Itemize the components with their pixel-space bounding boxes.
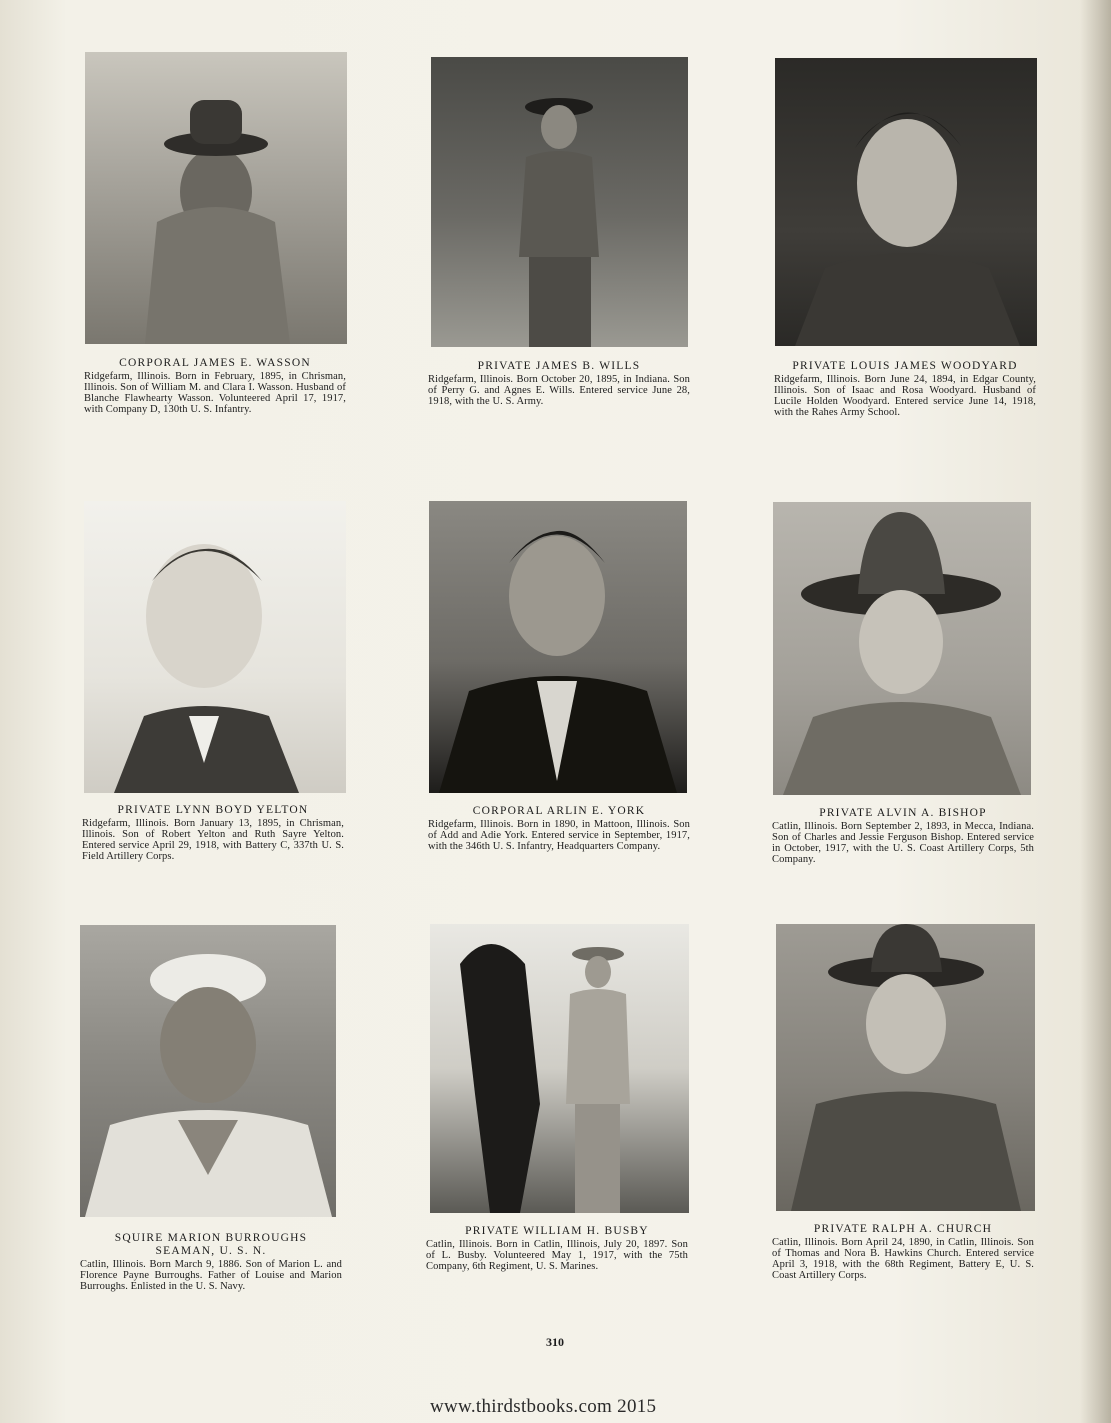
watermark-text: www.thirdstbooks.com 2015 [430, 1396, 657, 1417]
soldier-name: PRIVATE RALPH A. CHURCH [813, 1223, 993, 1235]
soldier-name: PRIVATE JAMES B. WILLS [477, 360, 641, 372]
caption-wasson [84, 358, 346, 415]
portrait-photo-busby [430, 924, 689, 1213]
caption-burroughs [80, 1233, 342, 1292]
caption-bishop [772, 808, 1034, 865]
soldier-name: SQUIRE MARION BURROUGHS [114, 1232, 308, 1244]
caption-woodyard [774, 361, 1036, 418]
soldier-name: CORPORAL JAMES E. WASSON [119, 357, 311, 369]
page-number: 310 [546, 1335, 564, 1349]
soldier-name: PRIVATE LYNN BOYD YELTON [117, 804, 309, 816]
caption-church [772, 1224, 1034, 1281]
caption-busby [426, 1226, 688, 1272]
soldier-bio: Catlin, Illinois. Born March 9, 1886. Son of Marion L. and Florence Payne Burroughs. Father of Louise and Marion Burroughs. Enlisted in the U. S. Navy. [80, 1259, 342, 1292]
soldier-name: CORPORAL ARLIN E. YORK [472, 805, 646, 817]
portrait-photo-wills [431, 57, 688, 347]
portrait-photo-bishop [773, 502, 1031, 795]
soldier-name: PRIVATE WILLIAM H. BUSBY [465, 1225, 649, 1237]
caption-yelton [82, 805, 344, 862]
soldier-bio: Ridgefarm, Illinois. Born in 1890, in Mattoon, Illinois. Son of Add and Adie York. Entered service in September, 1917, with the 346th U. S. Infantry, Headquarters Company. [428, 819, 690, 852]
page-gutter-shadow [1080, 0, 1111, 1423]
soldier-rank-line: SEAMAN, U. S. N. [155, 1245, 267, 1257]
soldier-bio: Ridgefarm, Illinois. Born January 13, 1895, in Chrisman, Illinois. Son of Robert Yelton and Ruth Sayre Yelton. Entered service April 29, 1918, with Battery C, 337th U. S. Field Artillery Corps. [82, 818, 344, 862]
soldier-bio: Catlin, Illinois. Born September 2, 1893, in Mecca, Indiana. Son of Charles and Jessie Ferguson Bishop. Entered service in October, 1917, with the U. S. Coast Artillery Corps, 5th Company. [772, 821, 1034, 865]
soldier-name: PRIVATE ALVIN A. BISHOP [819, 807, 987, 819]
soldier-name: PRIVATE LOUIS JAMES WOODYARD [792, 360, 1018, 372]
portrait-photo-church [776, 924, 1035, 1211]
soldier-bio: Ridgefarm, Illinois. Born in February, 1895, in Chrisman, Illinois. Son of William M. and Clara I. Wasson. Husband of Blanche Flawhearty Wasson. Volunteered April 17, 1917, with Company D, 130th U. S. Infantry. [84, 371, 346, 415]
caption-york [428, 806, 690, 852]
portrait-photo-york [429, 501, 687, 793]
soldier-bio: Catlin, Illinois. Born April 24, 1890, in Catlin, Illinois. Son of Thomas and Nora B. Hawkins Church. Entered service April 3, 1918, with the 68th Regiment, Battery E, U. S. Coast Artillery Corps. [772, 1237, 1034, 1281]
portrait-photo-wasson [85, 52, 347, 344]
portrait-photo-yelton [84, 501, 346, 793]
soldier-bio: Ridgefarm, Illinois. Born October 20, 1895, in Indiana. Son of Perry G. and Agnes E. Wills. Entered service June 28, 1918, with the U. S. Army. [428, 374, 690, 407]
portrait-photo-woodyard [775, 58, 1037, 346]
soldier-bio: Catlin, Illinois. Born in Catlin, Illinois, July 20, 1897. Son of L. Busby. Volunteered May 1, 1917, with the 75th Company, 6th Regiment, U. S. Marines. [426, 1239, 688, 1272]
soldier-bio: Ridgefarm, Illinois. Born June 24, 1894, in Edgar County, Illinois. Son of Isaac and Rosa Woodyard. Husband of Lucile Holden Woodyard. Entered service June 14, 1918, with the Rahes Army School. [774, 374, 1036, 418]
caption-wills [428, 361, 690, 407]
portrait-photo-burroughs [80, 925, 336, 1217]
